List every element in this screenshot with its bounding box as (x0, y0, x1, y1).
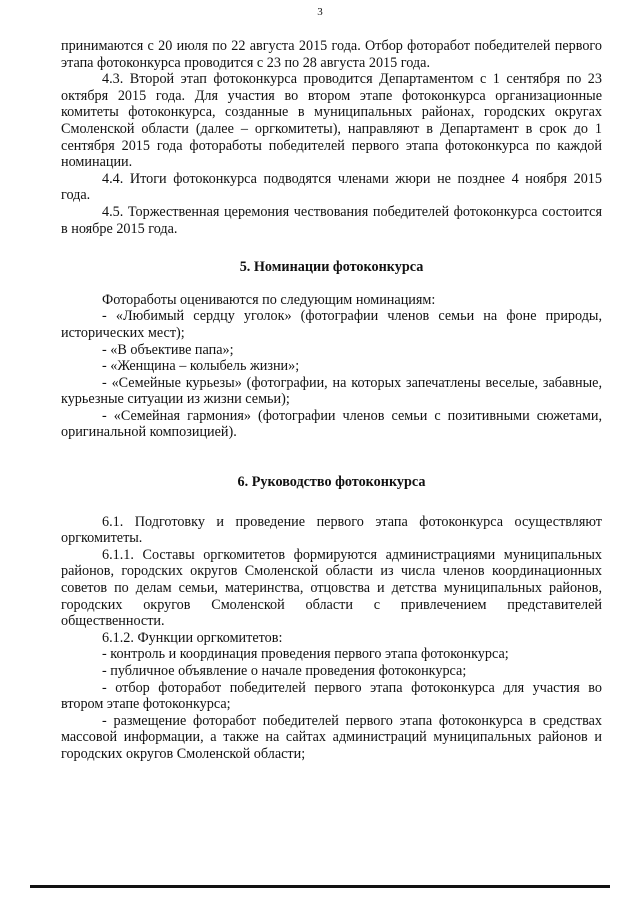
paragraph-4-5: 4.5. Торжественная церемония чествования победителей фотоконкурса состоится в ноябре 2015 года. (61, 203, 602, 237)
nomination-item: - «Семейные курьезы» (фотографии, на которых запечатлены веселые, забавные, курьезные ситуации из жизни семьи); (61, 374, 602, 408)
paragraph-6-1-1: 6.1.1. Составы оргкомитетов формируются администрациями муниципальных районов, городских округов Смоленской области из числа членов координационных советов по делам семьи, материнства, отцовства и детства муниципальных районов, городских округов Смоленской области с привлечением представителей общественности. (61, 546, 602, 630)
document-body (61, 38, 602, 763)
nomination-item: - «Любимый сердцу уголок» (фотографии членов семьи на фоне природы, исторических мест); (61, 308, 602, 341)
function-item: - контроль и координация проведения первого этапа фотоконкурса; (102, 646, 509, 663)
paragraph-4-4: 4.4. Итоги фотоконкурса подводятся членами жюри не позднее 4 ноября 2015 года. (61, 170, 602, 204)
paragraph-6-1-2: 6.1.2. Функции оргкомитетов: (102, 629, 283, 646)
nomination-item: - «Женщина – колыбель жизни»; (102, 358, 300, 375)
paragraph-continuation: принимаются с 20 июля по 22 августа 2015 года. Отбор фоторабот победителей первого этапа фотоконкурса проводится с 23 по 28 августа 2015 года. (61, 38, 602, 71)
paragraph-4-3: 4.3. Второй этап фотоконкурса проводится Департаментом с 1 сентября по 23 октября 2015 года. Для участия во втором этапе фотоконкурса организационные комитеты фотоконкурса, созданные в муниципальных районах, городских округах Смоленской области (далее – оргкомитеты), направляют в Департамент в срок до 1 сентября 2015 года фотоработы победителей первого этапа фотоконкурса по каждой номинации. (61, 71, 602, 171)
nomination-item: - «В объективе папа»; (102, 341, 234, 358)
page-bottom-rule (30, 885, 610, 888)
page-number: 3 (317, 6, 323, 18)
section-5-heading: 5. Номинации фотоконкурса (239, 259, 424, 276)
function-item: - отбор фоторабот победителей первого этапа фотоконкурса для участия во втором этапе фотоконкурса; (61, 679, 602, 713)
nomination-item: - «Семейная гармония» (фотографии членов семьи с позитивными сюжетами, оригинальной композицией). (61, 407, 602, 441)
function-item: - размещение фоторабот победителей первого этапа фотоконкурса в средствах массовой информации, а также на сайтах администраций муниципальных районов и городских округов Смоленской области; (61, 712, 602, 762)
paragraph-6-1: 6.1. Подготовку и проведение первого этапа фотоконкурса осуществляют оргкомитеты. (61, 513, 602, 547)
function-item: - публичное объявление о начале проведения фотоконкурса; (102, 663, 467, 679)
section-6-heading: 6. Руководство фотоконкурса (237, 474, 426, 491)
nominations-intro: Фотоработы оцениваются по следующим номинациям: (102, 291, 436, 308)
